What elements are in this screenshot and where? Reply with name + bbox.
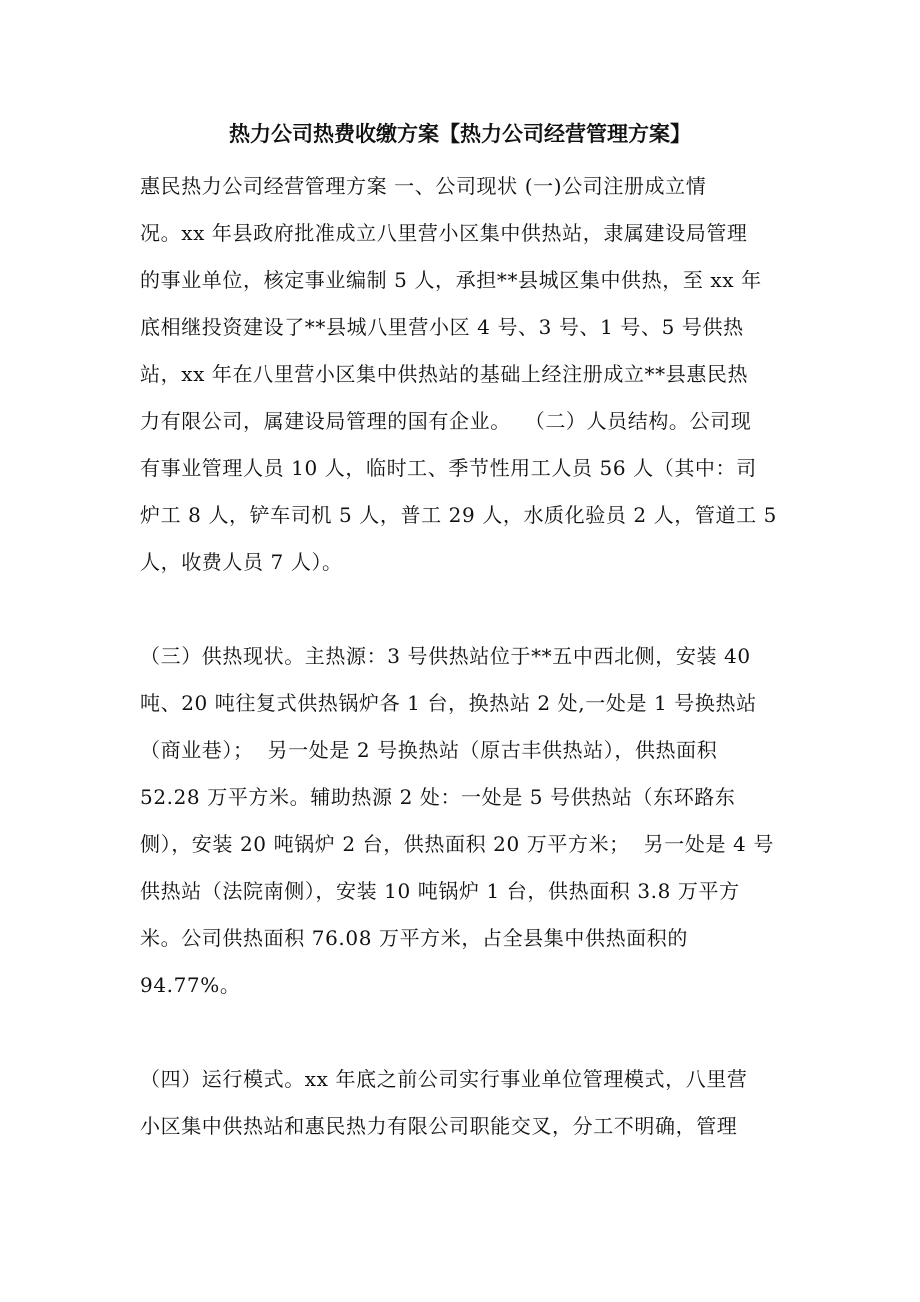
paragraph-line: 52.28 万平方米。辅助热源 2 处：一处是 5 号供热站（东环路东 bbox=[140, 785, 736, 809]
paragraph-line: 的事业单位，核定事业编制 5 人，承担**县城区集中供热，至 xx 年 bbox=[140, 268, 762, 292]
paragraph-line: 94.77%。 bbox=[140, 973, 241, 997]
paragraph-line: 人，收费人员 7 人）。 bbox=[140, 550, 343, 574]
paragraph-line: 米。公司供热面积 76.08 万平方米，占全县集中供热面积的 bbox=[140, 926, 688, 950]
paragraph-line: 供热站（法院南侧），安装 10 吨锅炉 1 台，供热面积 3.8 万平方 bbox=[140, 879, 740, 903]
paragraph-line: 况。xx 年县政府批准成立八里营小区集中供热站，隶属建设局管理 bbox=[140, 221, 748, 245]
paragraph-line: 惠民热力公司经营管理方案 一、公司现状 (一)公司注册成立情 bbox=[140, 174, 707, 198]
paragraph-line: 力有限公司，属建设局管理的国有企业。 （二）人员结构。公司现 bbox=[140, 409, 752, 433]
paragraph-line: 炉工 8 人，铲车司机 5 人，普工 29 人，水质化验员 2 人，管道工 5 bbox=[140, 503, 777, 527]
paragraph-line: （商业巷）； 另一处是 2 号换热站（原古丰供热站），供热面积 bbox=[140, 738, 718, 762]
paragraph-line: 吨、20 吨往复式供热锅炉各 1 台，换热站 2 处,一处是 1 号换热站 bbox=[140, 691, 757, 715]
paragraph-line: 小区集中供热站和惠民热力有限公司职能交叉，分工不明确，管理 bbox=[140, 1114, 738, 1138]
document-title: 热力公司热费收缴方案【热力公司经营管理方案】 bbox=[229, 121, 691, 146]
paragraph-line: 侧），安装 20 吨锅炉 2 台，供热面积 20 万平方米； 另一处是 4 号 bbox=[140, 832, 774, 856]
paragraph-line: 有事业管理人员 10 人，临时工、季节性用工人员 56 人（其中：司 bbox=[140, 456, 757, 480]
paragraph-line: 站，xx 年在八里营小区集中供热站的基础上经注册成立**县惠民热 bbox=[140, 362, 749, 386]
paragraph-line: （三）供热现状。主热源：3 号供热站位于**五中西北侧，安装 40 bbox=[140, 644, 751, 668]
paragraph-line: 底相继投资建设了**县城八里营小区 4 号、3 号、1 号、5 号供热 bbox=[140, 315, 744, 339]
paragraph-line: （四）运行模式。xx 年底之前公司实行事业单位管理模式，八里营 bbox=[140, 1067, 748, 1091]
